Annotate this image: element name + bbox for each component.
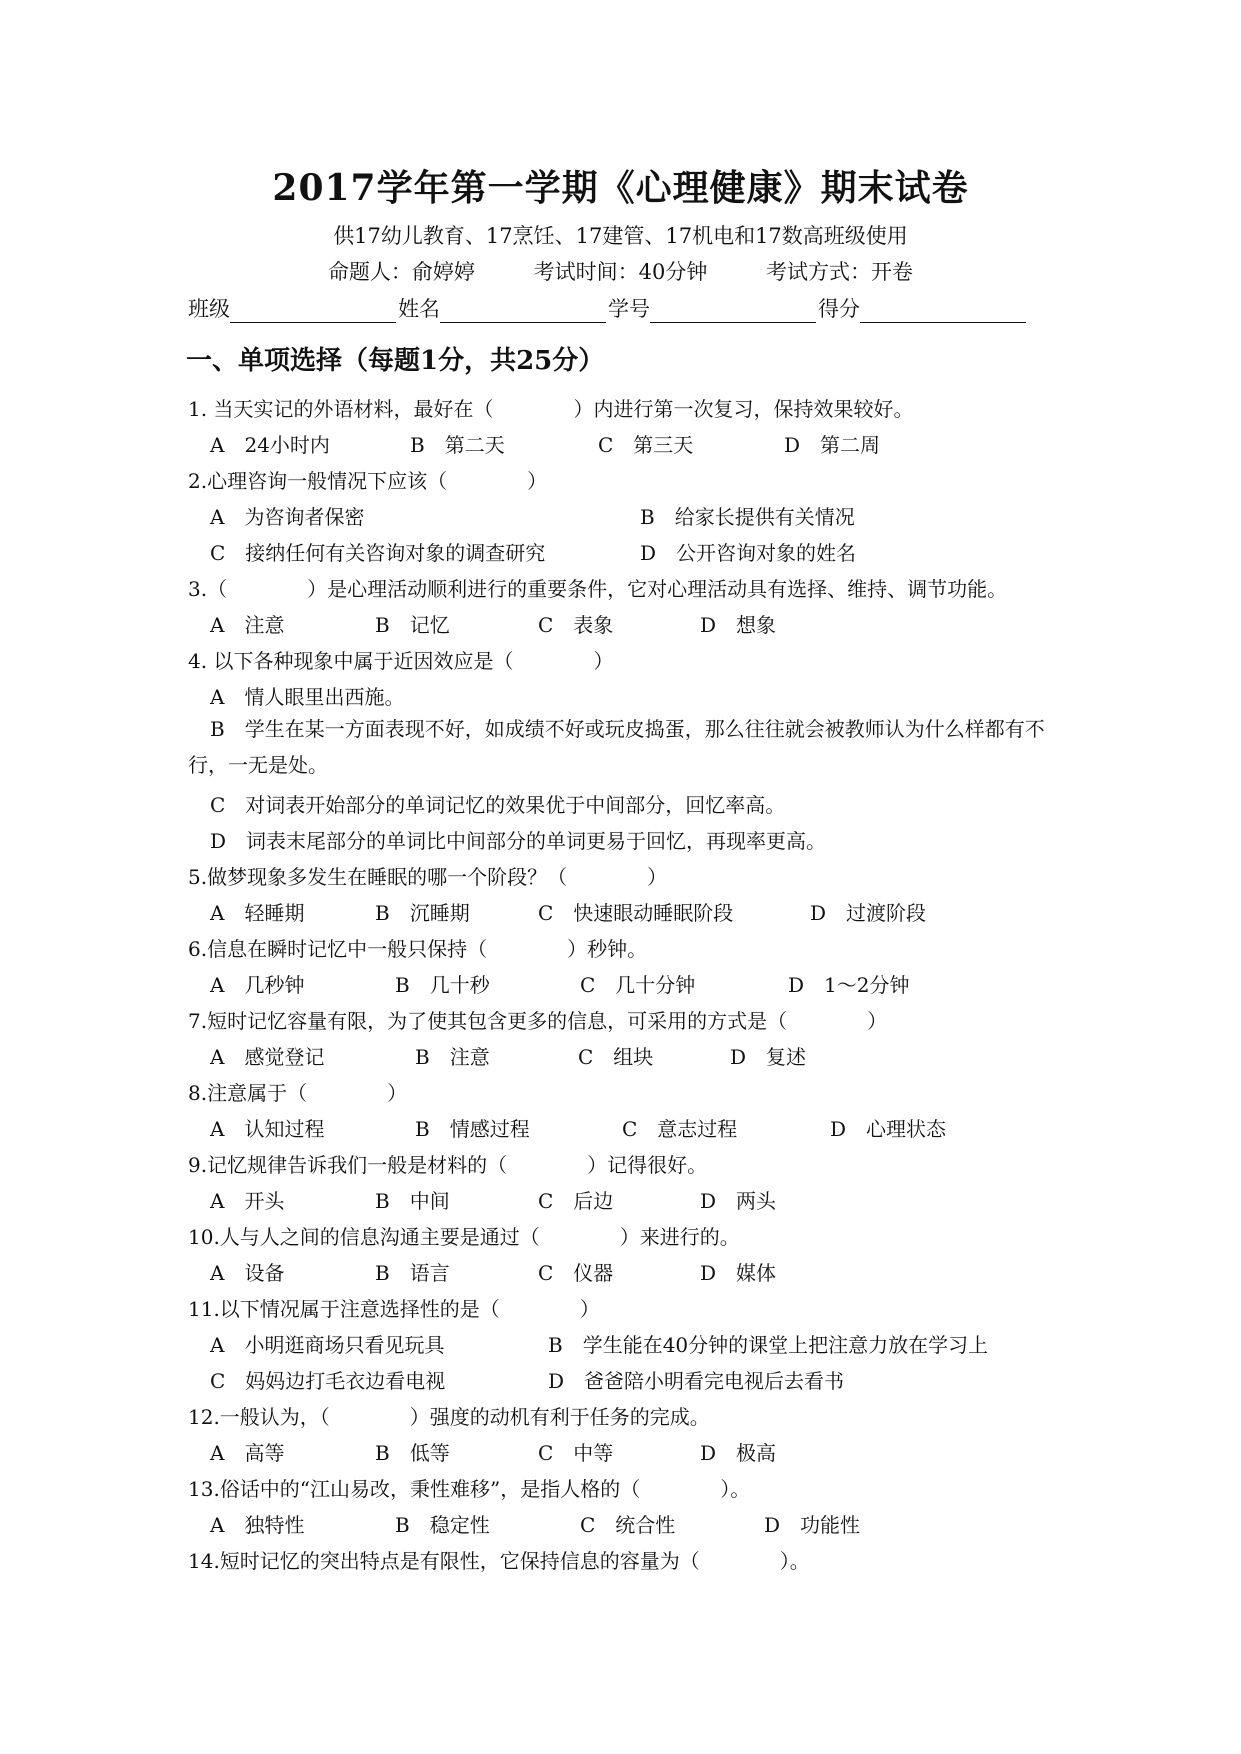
option: C 后边 (538, 1189, 614, 1213)
option: D 1～2分钟 (788, 973, 910, 997)
question-stem: 6.信息在瞬时记忆中一般只保持（ ）秒钟。 (188, 937, 648, 961)
option: B 沉睡期 (375, 901, 470, 925)
option: D 过渡阶段 (810, 901, 927, 925)
option: B 语言 (375, 1261, 450, 1285)
option: D 词表末尾部分的单词比中间部分的单词更易于回忆，再现率更高。 (210, 829, 827, 853)
option: B 学生在某一方面表现不好，如成绩不好或玩皮捣蛋，那么往往就会被教师认为什么样都有不行，一无是处。 (188, 717, 1045, 777)
student-info-line (188, 289, 1054, 323)
option: D 两头 (700, 1189, 777, 1213)
question-stem: 8.注意属于（ ） (188, 1081, 408, 1105)
name-blank[interactable] (440, 296, 606, 323)
exam-mode: 考试方式：开卷 (766, 260, 914, 284)
question-stem: 2.心理咨询一般情况下应该（ ） (188, 469, 548, 493)
option: B 中间 (375, 1189, 450, 1213)
student-id-blank[interactable] (650, 296, 816, 323)
option: A 注意 (210, 613, 285, 637)
question-stem: 12.一般认为，（ ）强度的动机有利于任务的完成。 (188, 1405, 710, 1429)
option: A 轻睡期 (210, 901, 305, 925)
option: A 24小时内 (210, 433, 330, 457)
option: D 公开咨询对象的姓名 (640, 541, 857, 565)
option: C 统合性 (580, 1513, 676, 1537)
score-blank[interactable] (860, 296, 1026, 323)
option: B 几十秒 (395, 973, 490, 997)
option: C 意志过程 (622, 1117, 738, 1141)
option: B 记忆 (375, 613, 450, 637)
student-id-label: 学号 (608, 297, 650, 321)
option: C 第三天 (598, 433, 694, 457)
option: C 几十分钟 (580, 973, 696, 997)
option: D 心理状态 (830, 1117, 947, 1141)
score-label: 得分 (818, 297, 860, 321)
option: B 学生能在40分钟的课堂上把注意力放在学习上 (548, 1333, 989, 1357)
question-stem: 5.做梦现象多发生在睡眠的哪一个阶段？（ ） (188, 865, 668, 889)
option: B 情感过程 (415, 1117, 530, 1141)
option: A 开头 (210, 1189, 285, 1213)
option: B 稳定性 (395, 1513, 490, 1537)
option: D 想象 (700, 613, 777, 637)
option: A 独特性 (210, 1513, 305, 1537)
exam-time: 考试时间：40分钟 (533, 260, 708, 284)
option: A 设备 (210, 1261, 285, 1285)
option: D 极高 (700, 1441, 777, 1465)
class-label: 班级 (188, 297, 230, 321)
option: B 给家长提供有关情况 (640, 505, 855, 529)
option: A 情人眼里出西施。 (210, 685, 405, 709)
exam-author: 命题人：俞婷婷 (327, 260, 475, 284)
option: D 功能性 (764, 1513, 861, 1537)
option: C 组块 (578, 1045, 654, 1069)
question-stem: 10.人与人之间的信息沟通主要是通过（ ）来进行的。 (188, 1225, 740, 1249)
question-stem: 9.记忆规律告诉我们一般是材料的（ ）记得很好。 (188, 1153, 708, 1177)
option: D 第二周 (784, 433, 881, 457)
option: C 仪器 (538, 1261, 614, 1285)
name-label: 姓名 (398, 297, 440, 321)
question-stem: 1. 当天实记的外语材料，最好在（ ）内进行第一次复习，保持效果较好。 (188, 397, 914, 421)
option: A 小明逛商场只看见玩具 (210, 1333, 445, 1357)
option: B 低等 (375, 1441, 450, 1465)
question-stem: 3.（ ）是心理活动顺利进行的重要条件，它对心理活动具有选择、维持、调节功能。 (188, 577, 1008, 601)
exam-title: 2017学年第一学期《心理健康》期末试卷 (272, 167, 969, 209)
option: C 中等 (538, 1441, 614, 1465)
option: C 快速眼动睡眠阶段 (538, 901, 734, 925)
exam-meta (0, 256, 1241, 286)
question-stem: 7.短时记忆容量有限，为了使其包含更多的信息，可采用的方式是（ ） (188, 1009, 888, 1033)
option: C 表象 (538, 613, 614, 637)
section-title: 一、单项选择（每题1分，共25分） (186, 346, 605, 376)
option: A 几秒钟 (210, 973, 305, 997)
option: D 爸爸陪小明看完电视后去看书 (548, 1369, 845, 1393)
option: C 妈妈边打毛衣边看电视 (210, 1369, 446, 1393)
option: B 注意 (415, 1045, 490, 1069)
option: A 高等 (210, 1441, 285, 1465)
class-blank[interactable] (230, 296, 396, 323)
exam-subtitle: 供17幼儿教育、17烹饪、17建管、17机电和17数高班级使用 (333, 224, 908, 248)
question-stem: 13.俗话中的“江山易改，秉性难移”，是指人格的（ ）。 (188, 1477, 751, 1501)
option: D 复述 (730, 1045, 807, 1069)
question-stem: 11.以下情况属于注意选择性的是（ ） (188, 1297, 600, 1321)
question-stem: 4. 以下各种现象中属于近因效应是（ ） (188, 649, 614, 673)
option: C 接纳任何有关咨询对象的调查研究 (210, 541, 546, 565)
option: B 第二天 (410, 433, 505, 457)
option: D 媒体 (700, 1261, 777, 1285)
option: A 感觉登记 (210, 1045, 325, 1069)
option: C 对词表开始部分的单词记忆的效果优于中间部分，回忆率高。 (210, 793, 786, 817)
option: A 为咨询者保密 (210, 505, 365, 529)
question-stem: 14.短时记忆的突出特点是有限性，它保持信息的容量为（ ）。 (188, 1549, 810, 1573)
option: A 认知过程 (210, 1117, 325, 1141)
